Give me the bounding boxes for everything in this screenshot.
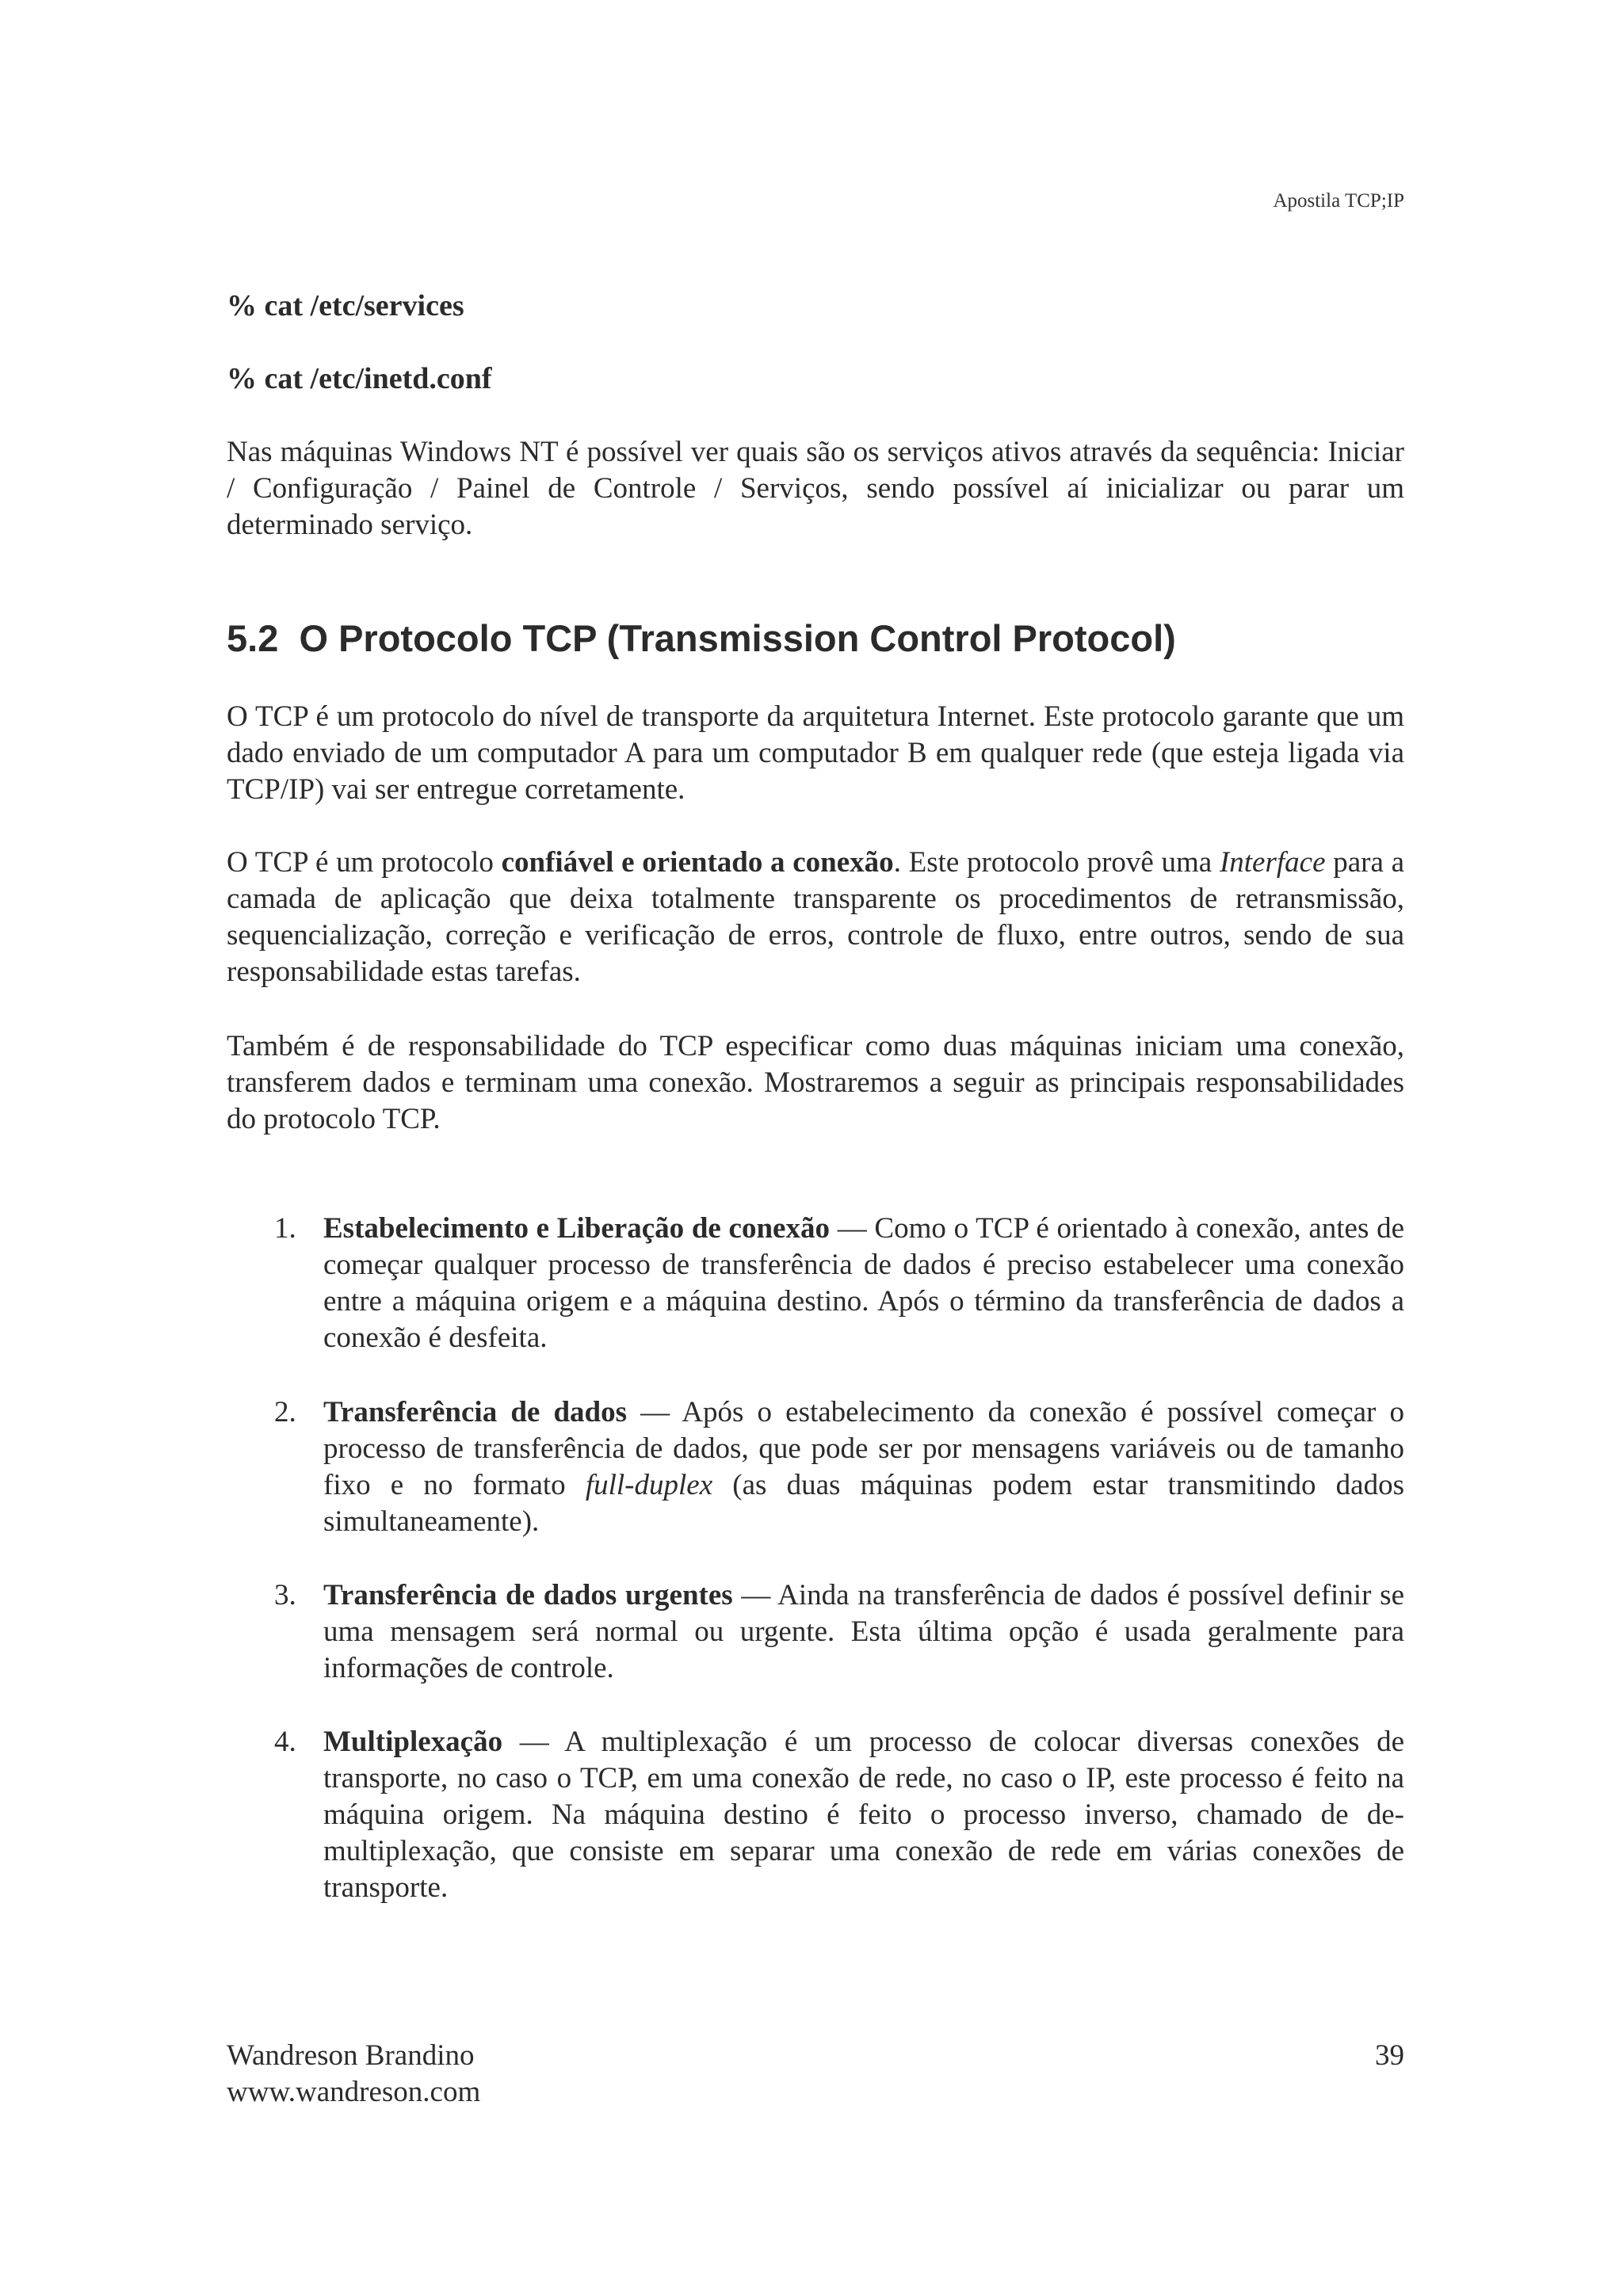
- list-item-text: [323, 1577, 1404, 1687]
- p2-text-mid: . Este protocolo provê uma: [893, 846, 1220, 879]
- list-item-bold: Multiplexação: [323, 1726, 503, 1758]
- list-item-number: 2.: [274, 1396, 296, 1428]
- command-line-services: % cat /etc/services: [227, 289, 464, 322]
- paragraph-tcp-reliable: [227, 845, 1404, 990]
- running-header: Apostila TCP;IP: [1273, 190, 1404, 212]
- list-item-body: — Como o TCP é orientado à conexão, antes de começar qualquer processo de transferência de dados é preciso estabelecer uma conexão entre a máquina origem e a máquina destino. Após o término da transferência de dados a conexão é desfeita.: [323, 1212, 1405, 1354]
- paragraph-tcp-intro: O TCP é um protocolo do nível de transporte da arquitetura Internet. Este protocolo garante que um dado enviado de um computador A para um computador B em qualquer rede (que esteja ligada via TCP/IP) vai ser entregue corretamente.: [227, 700, 1404, 806]
- footer-author: Wandreson Brandino: [227, 2039, 475, 2072]
- list-item-text: [323, 1394, 1404, 1540]
- list-item-body: — Ainda na transferência de dados é possível definir se uma mensagem será normal ou urgente. Esta última opção é usada geralmente para informações de controle.: [323, 1579, 1404, 1684]
- p2-text-start: O TCP é um protocolo: [227, 846, 502, 879]
- list-item-body-end: (as duas máquinas podem estar transmitindo dados simultaneamente).: [323, 1469, 1404, 1538]
- list-item-number: 4.: [274, 1726, 296, 1758]
- intro-paragraph: Nas máquinas Windows NT é possível ver quais são os serviços ativos através da sequência: Iniciar / Configuração / Painel de Controle / Serviços, sendo possível aí inicializar ou parar um determinado serviço.: [227, 436, 1404, 541]
- list-item-bold: Transferência de dados urgentes: [323, 1579, 733, 1611]
- section-number: 5.2: [227, 617, 279, 659]
- list-item-body: — A multiplexação é um processo de colocar diversas conexões de transporte, no caso o TCP, em uma conexão de rede, no caso o IP, este processo é feito na máquina origem. Na máquina destino é feito o processo inverso, chamado de de-multiplexação, que consiste em separar uma conexão de rede em várias conexões de transporte.: [323, 1726, 1404, 1904]
- footer-author-block: [227, 2038, 480, 2111]
- list-item-bold: Transferência de dados: [323, 1396, 628, 1428]
- section-heading: [227, 616, 1176, 660]
- list-item-bold: Estabelecimento e Liberação de conexão: [323, 1212, 830, 1245]
- list-item-text: [323, 1724, 1404, 1906]
- list-item-number: 3.: [274, 1579, 296, 1611]
- list-item-body: — Após o estabelecimento da conexão é possível começar o processo de transferência de dados, que pode ser por mensagens variáveis ou de tamanho fixo e no formato: [323, 1396, 1404, 1501]
- p2-bold-term: confiável e orientado a conexão: [501, 846, 894, 879]
- page-number: 39: [1375, 2039, 1404, 2072]
- p2-italic-term: Interface: [1219, 846, 1326, 879]
- list-item-number: 1.: [274, 1212, 296, 1245]
- p2-text-end: para a camada de aplicação que deixa totalmente transparente os procedimentos de retransmissão, sequencialização, correção e verificação de erros, controle de fluxo, entre outros, sendo de sua responsabilidade estas tarefas.: [227, 846, 1405, 988]
- list-item-text: [323, 1211, 1404, 1356]
- section-title: O Protocolo TCP (Transmission Control Protocol): [299, 617, 1176, 659]
- list-item-italic: full-duplex: [585, 1469, 713, 1501]
- command-line-inetd: % cat /etc/inetd.conf: [227, 362, 492, 395]
- footer-website: www.wandreson.com: [227, 2076, 481, 2108]
- paragraph-tcp-responsibilities: Também é de responsabilidade do TCP especificar como duas máquinas iniciam uma conexão, transferem dados e terminam uma conexão. Mostraremos a seguir as principais responsabilidades do protocolo TCP.: [227, 1030, 1404, 1135]
